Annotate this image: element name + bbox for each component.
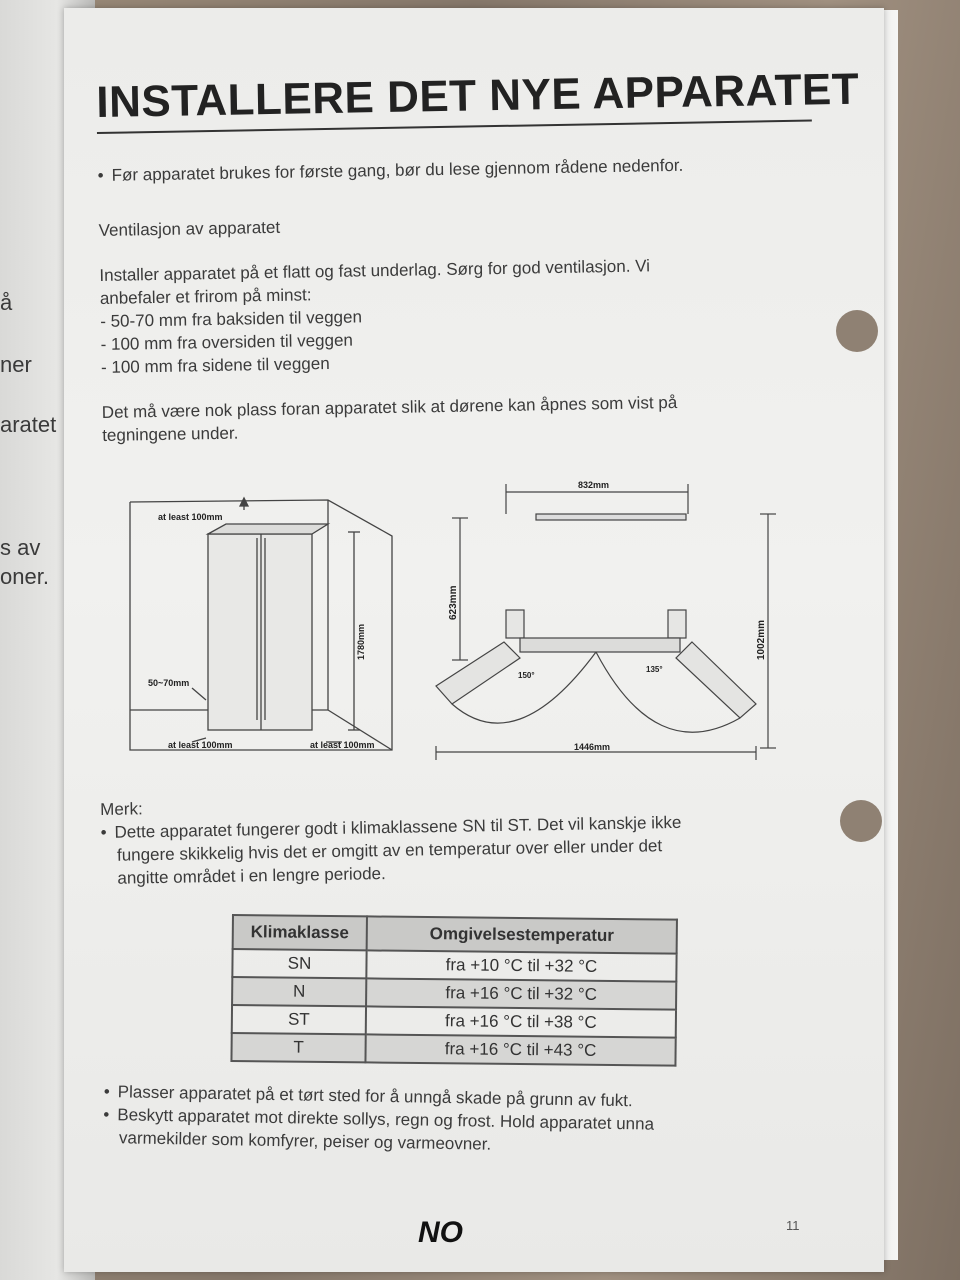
bullet-dot: • <box>100 822 107 842</box>
back-clearance-label: 50~70mm <box>148 678 190 688</box>
table-cell: ST <box>232 1005 366 1034</box>
ventilation-line: Installer apparatet på et flatt og fast underlag. Sørg for god ventilasjon. Vi <box>99 256 651 285</box>
note-section <box>100 785 841 890</box>
table-header: Omgivelsestemperatur <box>367 916 677 953</box>
table-cell: fra +16 °C til +32 °C <box>366 978 676 1009</box>
width-label: 832mm <box>578 480 610 490</box>
left-page-fragment: å <box>0 290 13 315</box>
total-depth-label: 1002mm <box>756 619 767 660</box>
binder-hole <box>840 800 882 842</box>
right-door-angle: 135° <box>646 665 663 674</box>
note-heading: Merk: <box>100 799 143 819</box>
table-cell: fra +16 °C til +38 °C <box>366 1006 676 1037</box>
door-opening-drawing <box>436 484 776 760</box>
door-clearance-line: Det må være nok plass foran apparatet slik at dørene kan åpnes som vist på <box>101 392 678 422</box>
left-page-fragment: ner <box>0 352 32 377</box>
climate-table-wrap <box>230 914 678 1067</box>
table-cell: SN <box>232 949 366 978</box>
door-clearance-line: tegningene under. <box>102 423 239 445</box>
clearance-item: - 50-70 mm fra baksiden til veggen <box>100 307 363 331</box>
bottom-bullet-text: Beskytt apparatet mot direkte sollys, regn og frost. Hold apparatet unna <box>117 1105 655 1134</box>
bullet-dot: • <box>103 1081 110 1102</box>
ventilation-line: anbefaler et frirom på minst: <box>99 285 312 308</box>
bullet-dot: • <box>103 1104 110 1125</box>
bottom-bullet-text: varmekilder som komfyrer, peiser og varmeovner. <box>118 1128 492 1154</box>
climate-table <box>230 914 678 1067</box>
bottom-bullets <box>103 1080 844 1162</box>
side-left-clearance-label: at least 100mm <box>168 740 233 750</box>
table-cell: fra +16 °C til +43 °C <box>365 1034 675 1065</box>
bottom-bullet-text: Plasser apparatet på et tørt sted for å unngå skade på grunn av fukt. <box>117 1082 633 1111</box>
table-header-row <box>233 915 677 954</box>
open-width-label: 1446mm <box>574 742 611 752</box>
note-line: angitte området i en lengre periode. <box>117 864 386 888</box>
left-page-fragment: aratet <box>0 412 57 437</box>
clearance-item: - 100 mm fra oversiden til veggen <box>100 330 354 354</box>
fridge-room-drawing <box>130 498 392 750</box>
left-page-fragment: oner. <box>0 564 49 589</box>
bullet-dot: • <box>97 165 104 185</box>
table-header: Klimaklasse <box>233 915 367 950</box>
side-right-clearance-label: at least 100mm <box>310 740 375 750</box>
page-content <box>96 64 860 447</box>
note-line: Dette apparatet fungerer godt i klimaklassene SN til ST. Det vil kanskje ikke <box>114 812 682 842</box>
intro-bullet <box>98 151 838 187</box>
left-page-fragment: s av <box>0 535 41 560</box>
left-door-angle: 150° <box>518 671 535 680</box>
clearance-item: - 100 mm fra sidene til veggen <box>100 353 330 377</box>
table-row <box>231 1033 675 1066</box>
height-label: 1780mm <box>356 623 366 660</box>
table-cell: T <box>231 1033 365 1062</box>
top-clearance-label: at least 100mm <box>158 512 223 522</box>
page-number: 11 <box>786 1218 800 1233</box>
table-cell: fra +10 °C til +32 °C <box>366 950 676 981</box>
binder-hole <box>836 310 878 352</box>
installation-diagram <box>96 470 776 770</box>
depth-label: 623mm <box>448 585 459 620</box>
page-title: INSTALLERE DET NYE APPARATET <box>96 66 812 134</box>
ventilation-heading: Ventilasjon av apparatet <box>98 217 281 240</box>
intro-text: Før apparatet brukes for første gang, bør du lese gjennom rådene nedenfor. <box>111 155 684 185</box>
note-line: fungere skikkelig hvis det er omgitt av en temperatur over eller under det <box>116 836 663 865</box>
language-code: NO <box>418 1216 463 1249</box>
table-cell: N <box>232 977 366 1006</box>
installation-figures <box>96 470 776 775</box>
